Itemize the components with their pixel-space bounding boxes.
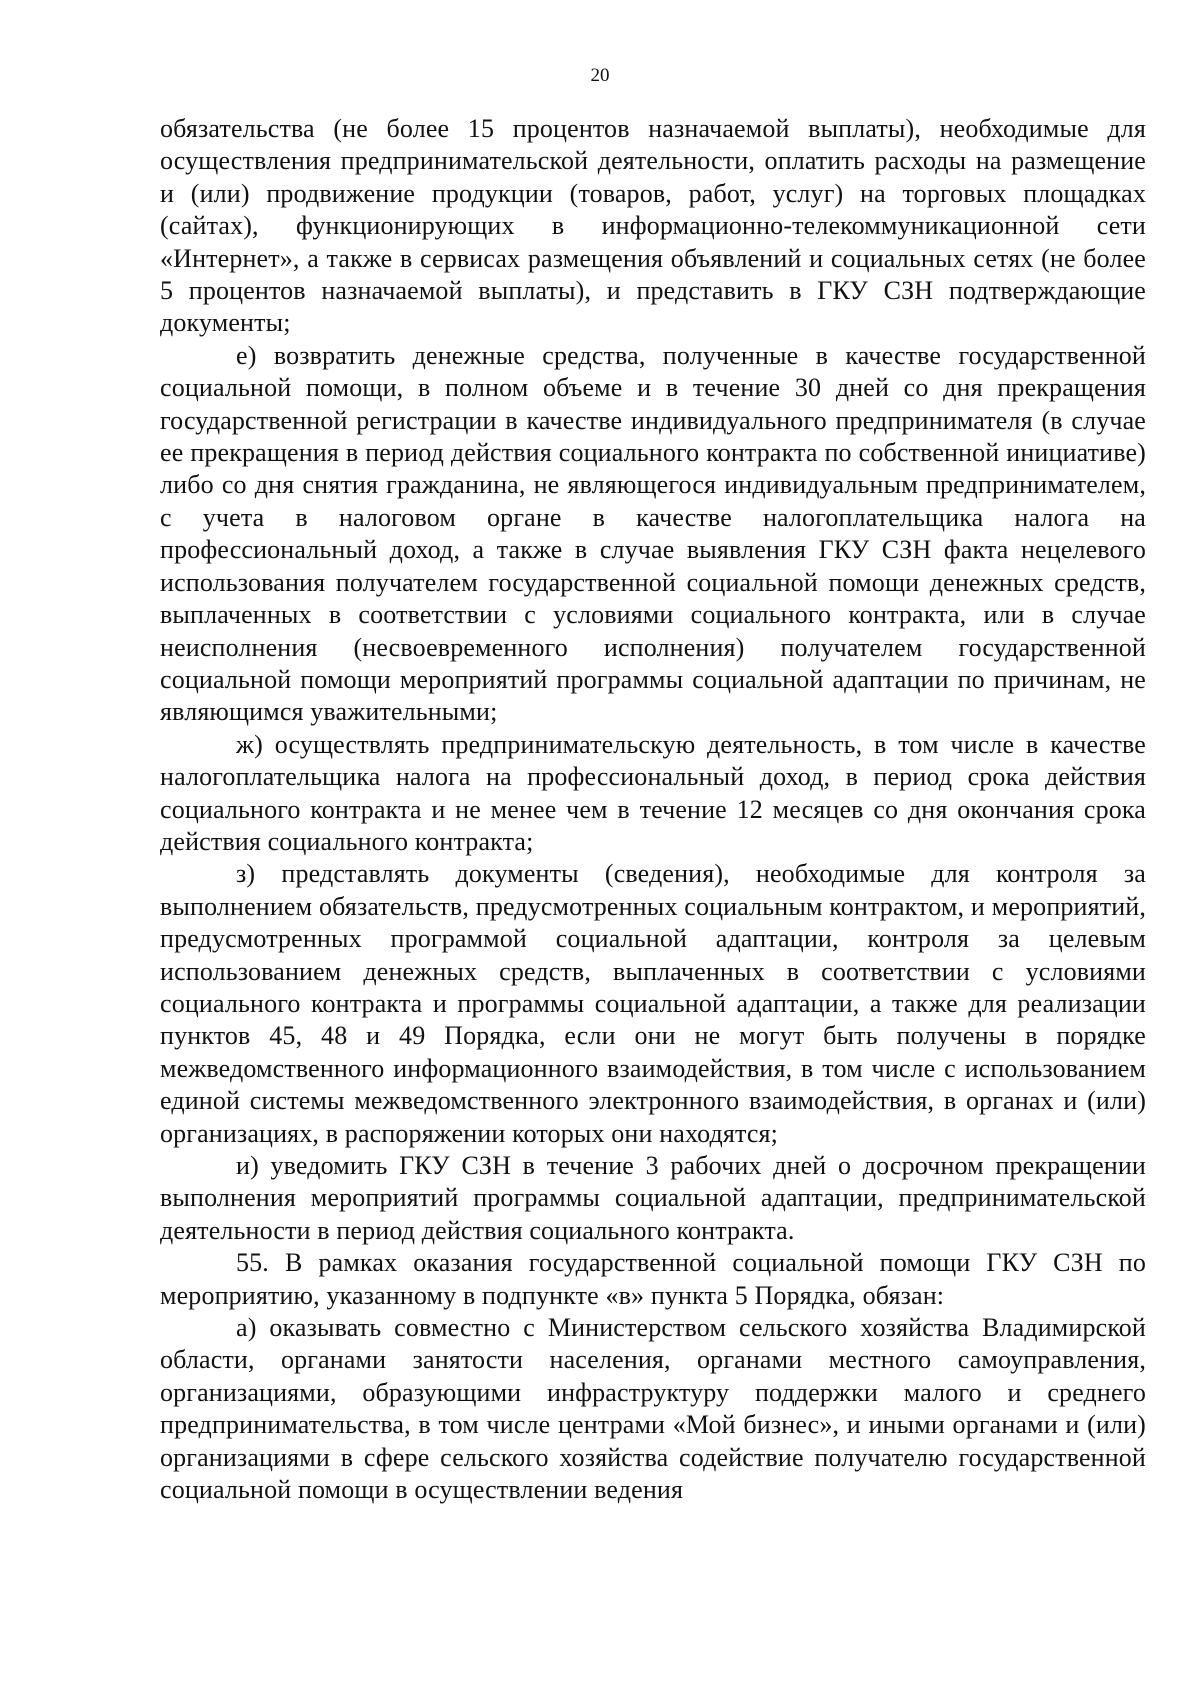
- paragraph-item-e: е) возвратить денежные средства, полученные в качестве государственной социальной помощи, в полном объеме и в течение 30 дней со дня прекращения государственной регистрации в качестве индивидуального предпринимателя (в случае ее прекращения в период действия социального контракта по собственной инициативе) либо со дня снятия гражданина, не являющегося индивидуальным предпринимателем, с учета в налоговом органе в качестве налогоплательщика налога на профессиональный доход, а также в случае выявления ГКУ СЗН факта нецелевого использования получателем государственной социальной помощи денежных средств, выплаченных в соответствии с условиями социального контракта, или в случае неисполнения (несвоевременного исполнения) получателем государственной социальной помощи мероприятий программы социальной адаптации по причинам, не являющимся уважительными;: [160, 340, 1146, 727]
- paragraph-item-z: з) представлять документы (сведения), необходимые для контроля за выполнением обязательств, предусмотренных социальным контрактом, и мероприятий, предусмотренных программой социальной адаптации, контроля за целевым использованием денежных средств, выплаченных в соответствии с условиями социального контракта и программы социальной адаптации, а также для реализации пунктов 45, 48 и 49 Порядка, если они не могут быть получены в порядке межведомственного информационного взаимодействия, в том числе с использованием единой системы межведомственного электронного взаимодействия, в органах и (или) организациях, в распоряжении которых они находятся;: [160, 859, 1146, 1148]
- paragraph-item-i: и) уведомить ГКУ СЗН в течение 3 рабочих дней о досрочном прекращении выполнения мероприятий программы социальной адаптации, предпринимательской деятельности в период действия социального контракта.: [160, 1151, 1146, 1245]
- paragraph-item-zh: ж) осуществлять предпринимательскую деятельность, в том числе в качестве налогоплательщика налога на профессиональный доход, в период срока действия социального контракта и не менее чем в течение 12 месяцев со дня окончания срока действия социального контракта;: [160, 729, 1146, 856]
- paragraph-item-a: а) оказывать совместно с Министерством сельского хозяйства Владимирской области, органами занятости населения, органами местного самоуправления, организациями, образующими инфраструктуру поддержки малого и среднего предпринимательства, в том числе центрами «Мой бизнес», и иными органами и (или) организациями в сфере сельского хозяйства содействие получателю государственной социальной помощи в осуществлении ведения: [160, 1313, 1146, 1505]
- paragraph-section-55: 55. В рамках оказания государственной социальной помощи ГКУ СЗН по мероприятию, указанному в подпункте «в» пункта 5 Порядка, обязан:: [160, 1248, 1146, 1310]
- paragraph-continuation: обязательства (не более 15 процентов назначаемой выплаты), необходимые для осуществления предпринимательской деятельности, оплатить расходы на размещение и (или) продвижение продукции (товаров, работ, услуг) на торговых площадках (сайтах), функционирующих в информационно-телекоммуникационной сети «Интернет», а также в сервисах размещения объявлений и социальных сетях (не более 5 процентов назначаемой выплаты), и представить в ГКУ СЗН подтверждающие документы;: [160, 114, 1146, 338]
- page-number: 20: [590, 65, 610, 86]
- document-body: [160, 113, 1146, 1506]
